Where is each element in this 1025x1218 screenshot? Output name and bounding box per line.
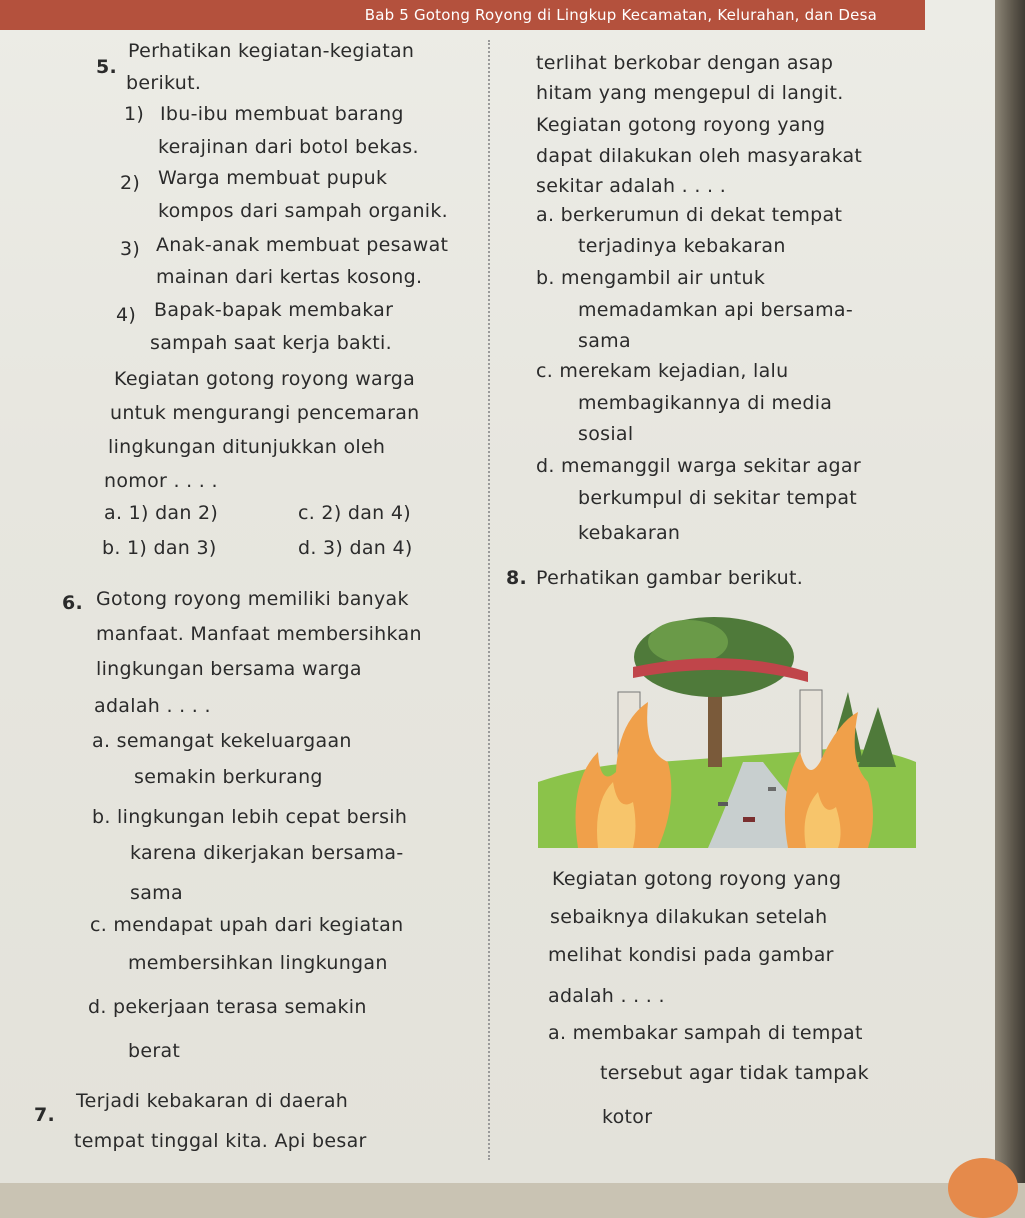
q6-option-d-line1: d. pekerjaan terasa semakin [88, 996, 367, 1018]
book-spine-edge [995, 0, 1025, 1183]
q8-line4: melihat kondisi pada gambar [548, 944, 834, 966]
column-divider [488, 40, 490, 1160]
q6-number: 6. [62, 592, 84, 614]
q5-intro-line1: Perhatikan kegiatan-kegiatan [128, 40, 415, 62]
tree-canopy-highlight [648, 620, 728, 664]
q8-option-a-line1: a. membakar sampah di tempat [548, 1022, 863, 1044]
q6-option-a-line1: a. semangat kekeluargaan [92, 730, 352, 752]
q7-option-d-line1: d. memanggil warga sekitar agar [536, 455, 861, 477]
q5-stem-line2: untuk mengurangi pencemaran [110, 402, 420, 424]
q5-option-d: d. 3) dan 4) [298, 537, 413, 559]
q6-option-b-line1: b. lingkungan lebih cepat bersih [92, 806, 408, 828]
q6-option-b-line3: sama [130, 882, 183, 904]
q7-line2: tempat tinggal kita. Api besar [74, 1130, 367, 1152]
q5-item-2-number: 2) [120, 172, 141, 194]
q7-line7: sekitar adalah . . . . [536, 175, 727, 197]
q5-item-1-line2: kerajinan dari botol bekas. [158, 136, 419, 158]
q5-item-4-line2: sampah saat kerja bakti. [150, 332, 392, 354]
pine-tree [858, 707, 896, 767]
q7-option-b-line3: sama [578, 330, 631, 352]
litter [743, 817, 755, 822]
q5-item-2-line2: kompos dari sampah organik. [158, 200, 449, 222]
chapter-header: Bab 5 Gotong Royong di Lingkup Kecamatan, Kelurahan, dan Desa [0, 0, 925, 30]
q7-option-a-line1: a. berkerumun di dekat tempat [536, 204, 843, 226]
q5-option-b: b. 1) dan 3) [102, 537, 217, 559]
q8-line1: Perhatikan gambar berikut. [536, 567, 804, 589]
q5-number: 5. [96, 56, 118, 78]
q7-line1: Terjadi kebakaran di daerah [76, 1090, 349, 1112]
q5-intro-line2: berikut. [126, 72, 202, 94]
q6-line1: Gotong royong memiliki banyak [96, 588, 409, 610]
q5-stem-line3: lingkungan ditunjukkan oleh [108, 436, 386, 458]
q5-item-4-number: 4) [116, 304, 137, 326]
q7-number: 7. [34, 1104, 56, 1126]
q8-option-a-line2: tersebut agar tidak tampak [600, 1062, 869, 1084]
q7-option-b-line2: memadamkan api bersama- [578, 299, 853, 321]
decorative-orange-shape [948, 1158, 1018, 1218]
q7-line4: hitam yang mengepul di langit. [536, 82, 844, 104]
q8-line2: Kegiatan gotong royong yang [552, 868, 842, 890]
q5-stem-line1: Kegiatan gotong royong warga [114, 368, 416, 390]
q7-option-a-line2: terjadinya kebakaran [578, 235, 786, 257]
q5-item-1-line1: Ibu-ibu membuat barang [160, 103, 404, 125]
illustration-fire-gate-park [538, 612, 916, 848]
q6-line2: manfaat. Manfaat membersihkan [96, 623, 422, 645]
q8-line5: adalah . . . . [548, 985, 665, 1007]
q8-number: 8. [506, 567, 528, 589]
q6-option-a-line2: semakin berkurang [134, 766, 323, 788]
q7-option-d-line3: kebakaran [578, 522, 681, 544]
q7-line6: dapat dilakukan oleh masyarakat [536, 145, 863, 167]
q6-option-c-line2: membersihkan lingkungan [128, 952, 388, 974]
q7-line3: terlihat berkobar dengan asap [536, 52, 834, 74]
q7-option-b-line1: b. mengambil air untuk [536, 267, 766, 289]
q7-line5: Kegiatan gotong royong yang [536, 114, 826, 136]
q5-option-a: a. 1) dan 2) [104, 502, 219, 524]
litter [718, 802, 728, 806]
q7-option-c-line2: membagikannya di media [578, 392, 833, 414]
q6-line4: adalah . . . . [94, 695, 211, 717]
q5-item-4-line1: Bapak-bapak membakar [154, 299, 394, 321]
q6-option-d-line2: berat [128, 1040, 181, 1062]
q7-option-c-line1: c. merekam kejadian, lalu [536, 360, 789, 382]
q7-option-d-line2: berkumpul di sekitar tempat [578, 487, 858, 509]
q5-item-3-line2: mainan dari kertas kosong. [156, 266, 423, 288]
q5-stem-line4: nomor . . . . [104, 470, 218, 492]
q8-option-a-line3: kotor [602, 1106, 653, 1128]
q5-item-3-line1: Anak-anak membuat pesawat [156, 234, 449, 256]
q5-item-1-number: 1) [124, 103, 145, 125]
q5-item-3-number: 3) [120, 238, 141, 260]
q8-line3: sebaiknya dilakukan setelah [550, 906, 828, 928]
litter [768, 787, 776, 791]
q6-option-c-line1: c. mendapat upah dari kegiatan [90, 914, 404, 936]
q7-option-c-line3: sosial [578, 423, 634, 445]
q6-line3: lingkungan bersama warga [96, 658, 362, 680]
q6-option-b-line2: karena dikerjakan bersama- [130, 842, 404, 864]
q5-item-2-line1: Warga membuat pupuk [158, 167, 388, 189]
q5-option-c: c. 2) dan 4) [298, 502, 411, 524]
